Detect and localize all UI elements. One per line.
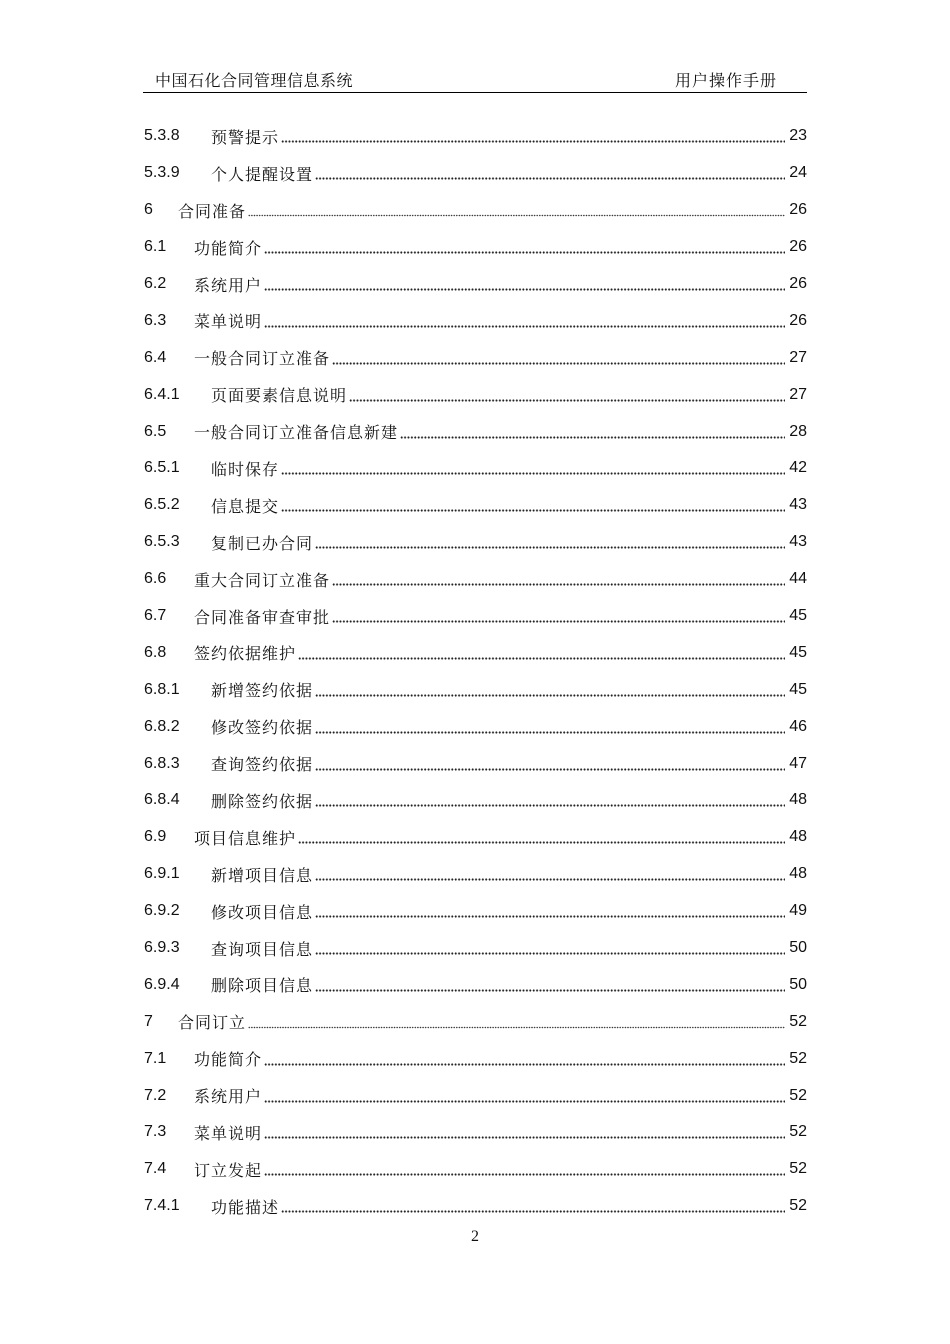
toc-dot-leader [332, 571, 785, 587]
toc-entry[interactable] [144, 1114, 807, 1151]
toc-entry-number: 6.9.2 [144, 902, 180, 920]
toc-entry-page: 24 [789, 164, 807, 182]
toc-entry-title: 功能简介 [194, 1050, 263, 1070]
toc-entry-number: 7.3 [144, 1123, 167, 1141]
toc-entry-title: 修改签约依据 [211, 718, 314, 738]
toc-entry-title: 新增签约依据 [211, 681, 314, 701]
toc-entry-number: 7.1 [144, 1049, 167, 1067]
toc-entry-title: 删除签约依据 [211, 791, 314, 811]
toc-entry-number: 7.2 [144, 1086, 167, 1104]
toc-entry[interactable] [144, 524, 807, 561]
toc-entry-page: 47 [789, 754, 807, 772]
toc-entry-page: 52 [789, 1123, 807, 1141]
toc-entry-title: 复制已办合同 [211, 533, 314, 553]
page-number: 2 [471, 1228, 479, 1245]
toc-entry-title: 项目信息维护 [194, 828, 297, 848]
toc-entry[interactable] [144, 1077, 807, 1114]
toc-entry-page: 26 [789, 311, 807, 329]
toc-entry[interactable] [144, 1151, 807, 1188]
toc-entry-number: 6.4 [144, 348, 167, 366]
toc-entry-number: 6.4.1 [144, 385, 180, 403]
toc-entry-page: 48 [789, 791, 807, 809]
toc-entry-number: 6.9 [144, 828, 167, 846]
toc-dot-leader [248, 202, 785, 218]
toc-entry[interactable] [144, 118, 807, 155]
toc-entry-page: 50 [789, 939, 807, 957]
toc-entry[interactable] [144, 745, 807, 782]
toc-entry[interactable] [144, 229, 807, 266]
toc-entry[interactable] [144, 155, 807, 192]
toc-entry-page: 23 [789, 127, 807, 145]
toc-entry[interactable] [144, 561, 807, 598]
toc-entry[interactable] [144, 930, 807, 967]
toc-entry-title: 修改项目信息 [211, 902, 314, 922]
toc-entry-number: 7.4 [144, 1160, 167, 1178]
toc-entry-title: 系统用户 [194, 1087, 263, 1107]
toc-entry[interactable] [144, 450, 807, 487]
toc-entry-number: 6.8.1 [144, 680, 180, 698]
toc-entry-number: 6.5.1 [144, 459, 180, 477]
toc-dot-leader [264, 239, 785, 255]
toc-entry-page: 48 [789, 865, 807, 883]
toc-entry[interactable] [144, 819, 807, 856]
toc-entry-page: 28 [789, 422, 807, 440]
toc-entry[interactable] [144, 339, 807, 376]
toc-dot-leader [298, 829, 785, 845]
toc-dot-leader [264, 313, 785, 329]
toc-dot-leader [332, 350, 785, 366]
toc-entry-page: 43 [789, 496, 807, 514]
toc-entry-title: 功能简介 [194, 238, 263, 258]
toc-entry-number: 6.5.2 [144, 496, 180, 514]
toc-dot-leader [315, 903, 785, 919]
toc-entry-number: 6.1 [144, 238, 167, 256]
toc-entry-page: 48 [789, 828, 807, 846]
toc-entry-number: 6.9.3 [144, 939, 180, 957]
toc-entry[interactable] [144, 487, 807, 524]
toc-dot-leader [315, 534, 785, 550]
toc-entry[interactable] [144, 302, 807, 339]
toc-entry-page: 52 [789, 1086, 807, 1104]
toc-entry-page: 27 [789, 348, 807, 366]
toc-entry-number: 6.9.1 [144, 865, 180, 883]
toc-dot-leader [332, 608, 785, 624]
toc-entry-title: 信息提交 [211, 496, 280, 516]
toc-entry-title: 签约依据维护 [194, 644, 297, 664]
toc-dot-leader [298, 645, 785, 661]
toc-entry-number: 6.8.3 [144, 754, 180, 772]
toc-entry-title: 重大合同订立准备 [194, 570, 331, 590]
toc-entry-page: 43 [789, 533, 807, 551]
toc-entry-title: 合同准备审查审批 [194, 607, 331, 627]
toc-entry-page: 26 [789, 201, 807, 219]
toc-entry-number: 6.9.4 [144, 975, 180, 993]
toc-entry-page: 44 [789, 570, 807, 588]
toc-entry-page: 52 [789, 1012, 807, 1030]
toc-dot-leader [315, 866, 785, 882]
toc-entry-number: 6.7 [144, 607, 167, 625]
toc-entry-number: 5.3.8 [144, 127, 180, 145]
toc-entry-title: 查询项目信息 [211, 939, 314, 959]
toc-entry-page: 45 [789, 607, 807, 625]
toc-entry[interactable] [144, 376, 807, 413]
toc-entry-number: 6.2 [144, 275, 167, 292]
toc-dot-leader [264, 1124, 785, 1140]
toc-entry[interactable] [144, 266, 807, 303]
toc-entry-number: 5.3.9 [144, 164, 180, 182]
toc-entry-title: 合同订立 [178, 1013, 247, 1033]
toc-dot-leader [248, 1014, 785, 1030]
toc-entry-number: 6.8.2 [144, 717, 180, 735]
page-header [143, 66, 807, 93]
toc-entry[interactable] [144, 782, 807, 819]
toc-entry-title: 删除项目信息 [211, 976, 314, 996]
toc-entry-page: 26 [789, 275, 807, 292]
toc-dot-leader [315, 977, 785, 993]
toc-entry[interactable] [144, 966, 807, 1003]
toc-dot-leader [315, 719, 785, 735]
toc-entry[interactable] [144, 856, 807, 893]
toc-entry-page: 49 [789, 902, 807, 920]
toc-entry-title: 查询签约依据 [211, 755, 314, 775]
toc-entry-page: 52 [789, 1160, 807, 1178]
toc-entry[interactable] [144, 708, 807, 745]
toc-entry-title: 一般合同订立准备 [194, 349, 331, 369]
toc-entry-title: 页面要素信息说明 [211, 386, 348, 406]
toc-entry-page: 50 [789, 975, 807, 993]
toc-entry-number: 6.3 [144, 311, 167, 329]
header-manual-name: 用户操作手册 [674, 71, 777, 90]
toc-dot-leader [315, 792, 785, 808]
toc-entry-title: 预警提示 [211, 127, 280, 147]
toc-entry-number: 6.5.3 [144, 533, 180, 551]
toc-entry-page: 52 [789, 1049, 807, 1067]
toc-entry-number: 6.6 [144, 570, 167, 588]
toc-dot-leader [315, 940, 785, 956]
toc-entry-title: 订立发起 [194, 1160, 263, 1180]
toc-entry-page: 52 [789, 1197, 807, 1215]
toc-entry-number: 6 [144, 201, 153, 219]
toc-dot-leader [315, 165, 785, 181]
toc-entry-page: 27 [789, 385, 807, 403]
toc-entry-title: 合同准备 [178, 201, 247, 221]
toc-dot-leader [264, 1161, 785, 1177]
toc-entry-page: 46 [789, 717, 807, 735]
toc-entry[interactable] [144, 1003, 807, 1040]
toc-entry-title: 菜单说明 [194, 1123, 263, 1143]
toc-entry-page: 26 [789, 238, 807, 256]
toc-dot-leader [281, 128, 785, 144]
header-title: 中国石化合同管理信息系统 [155, 71, 354, 90]
toc-entry-title: 一般合同订立准备信息新建 [194, 423, 399, 443]
toc-entry-title: 菜单说明 [194, 312, 263, 332]
toc-entry-title: 新增项目信息 [211, 865, 314, 885]
toc-entry[interactable] [144, 598, 807, 635]
toc-dot-leader [281, 1198, 785, 1214]
toc-entry-number: 6.8 [144, 643, 167, 661]
toc-entry[interactable] [144, 1040, 807, 1077]
toc-entry-number: 6.5 [144, 422, 167, 440]
toc-entry-page: 45 [789, 643, 807, 661]
toc-dot-leader [315, 682, 785, 698]
toc-dot-leader [315, 756, 785, 772]
toc-entry[interactable] [144, 893, 807, 930]
toc-dot-leader [281, 497, 785, 513]
toc-entry[interactable] [144, 192, 807, 229]
toc-dot-leader [281, 460, 785, 476]
toc-dot-leader [400, 424, 785, 440]
toc-entry[interactable] [144, 413, 807, 450]
toc-entry-number: 7.4.1 [144, 1197, 180, 1215]
toc-entry-title: 系统用户 [194, 275, 263, 295]
toc-dot-leader [264, 1088, 785, 1104]
toc-entry-page: 42 [789, 459, 807, 477]
toc-entry-number: 7 [144, 1012, 153, 1030]
toc-entry-title: 个人提醒设置 [211, 164, 314, 184]
toc-entry-title: 临时保存 [211, 459, 280, 479]
toc-entry[interactable] [144, 671, 807, 708]
toc-entry-number: 6.8.4 [144, 791, 180, 809]
toc-dot-leader [264, 276, 785, 292]
toc-entry-page: 45 [789, 680, 807, 698]
toc-dot-leader [349, 387, 785, 403]
toc-entry[interactable] [144, 634, 807, 671]
toc-dot-leader [264, 1051, 785, 1067]
toc-entry[interactable] [144, 1188, 807, 1225]
toc-entry-title: 功能描述 [211, 1197, 280, 1217]
table-of-contents [144, 118, 807, 1225]
